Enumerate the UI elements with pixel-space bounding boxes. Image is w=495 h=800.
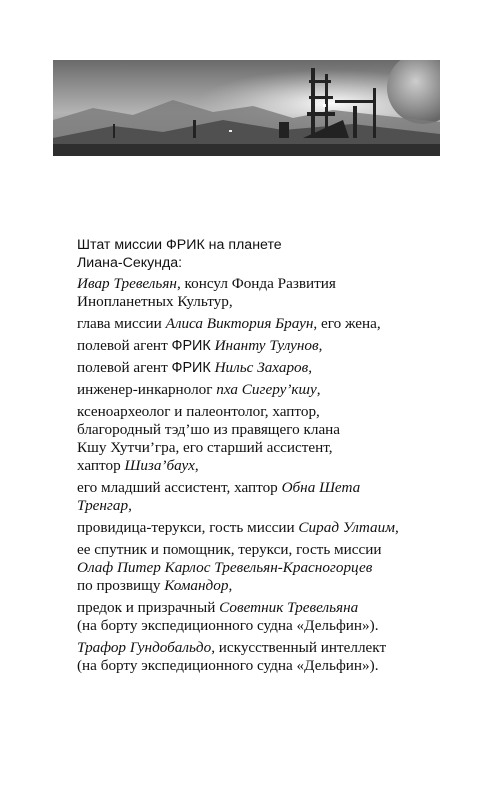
person-name: Трафор Гундобальдо	[77, 639, 212, 656]
header-illustration	[53, 60, 440, 156]
entry-text: полевой агент	[77, 337, 172, 354]
staff-entry-line	[77, 617, 437, 635]
entry-text: , его жена,	[313, 315, 381, 332]
staff-entry	[77, 381, 437, 399]
staff-entry-line	[77, 479, 437, 497]
staff-entry	[77, 275, 437, 311]
entry-text: ,	[316, 381, 321, 398]
staff-entry-line	[77, 359, 437, 377]
staff-entry-line	[77, 497, 437, 515]
person-name: Нильс Захаров	[214, 359, 309, 376]
staff-entry	[77, 479, 437, 515]
entry-text: (на борту экспедиционного судна «Дельфин»).	[77, 617, 379, 634]
entry-text: благородный тэд’шо из правящего клана	[77, 421, 341, 438]
staff-entry-line	[77, 293, 437, 311]
person-name: Олаф Питер Карлос Тревельян-Красногорцев	[77, 559, 373, 576]
entry-text: хаптор	[77, 457, 125, 474]
heading-line-2: Лиана-Секунда:	[77, 255, 183, 271]
person-name: Тренгар	[77, 497, 129, 514]
person-name: Командор	[164, 577, 229, 594]
staff-entry-line	[77, 657, 437, 675]
agency-abbreviation: ФРИК	[171, 338, 211, 354]
person-name: Алиса Виктория Браун	[165, 315, 314, 332]
entry-text: Кшу Хутчи’гра, его старший ассистент,	[77, 439, 333, 456]
staff-entry-line	[77, 559, 437, 577]
entry-text: глава миссии	[77, 315, 166, 332]
staff-entry	[77, 541, 437, 595]
entry-text: ,	[308, 359, 313, 376]
entry-text: ,	[228, 577, 233, 594]
heading-line-1: Штат миссии ФРИК на планете	[77, 237, 282, 253]
staff-entry	[77, 639, 437, 675]
staff-entry-line	[77, 403, 437, 421]
industrial-landscape-image	[53, 60, 440, 156]
staff-entry	[77, 337, 437, 355]
person-name: Инанту Тулунов	[214, 337, 319, 354]
staff-entry-line	[77, 541, 437, 559]
entry-text: , консул Фонда Развития	[176, 275, 336, 292]
staff-roster-list	[77, 275, 437, 679]
staff-entry-line	[77, 315, 437, 333]
staff-entry	[77, 599, 437, 635]
person-name: Советник Тревельяна	[219, 599, 359, 616]
staff-entry-line	[77, 457, 437, 475]
entry-text: его младший ассистент, хаптор	[77, 479, 282, 496]
entry-text: ,	[194, 457, 199, 474]
staff-entry-line	[77, 519, 437, 537]
staff-entry-line	[77, 639, 437, 657]
staff-entry	[77, 403, 437, 475]
mission-staff-heading	[77, 236, 397, 272]
staff-entry	[77, 315, 437, 333]
entry-text: полевой агент	[77, 359, 172, 376]
staff-entry	[77, 359, 437, 377]
staff-entry-line	[77, 337, 437, 355]
entry-text: ксеноархеолог и палеонтолог, хаптор,	[77, 403, 320, 420]
entry-text: провидица-терукси, гость миссии	[77, 519, 299, 536]
entry-text: ее спутник и помощник, терукси, гость миссии	[77, 541, 382, 558]
staff-entry-line	[77, 577, 437, 595]
person-name: пха Сигеру’кшу	[216, 381, 317, 398]
entry-text: ,	[128, 497, 132, 514]
entry-text: , искусственный интеллект	[211, 639, 387, 656]
entry-text: ,	[318, 337, 323, 354]
person-name: Сирад Ултаим	[298, 519, 395, 536]
staff-entry-line	[77, 381, 437, 399]
entry-text: инженер-инкарнолог	[77, 381, 217, 398]
staff-entry-line	[77, 599, 437, 617]
person-name: Обна Шета	[281, 479, 361, 496]
entry-text: предок и призрачный	[77, 599, 220, 616]
staff-entry-line	[77, 275, 437, 293]
entry-text: по прозвищу	[77, 577, 165, 594]
person-name: Шиза’баух	[124, 457, 195, 474]
staff-entry	[77, 519, 437, 537]
person-name: Ивар Тревельян	[77, 275, 177, 292]
entry-text: Инопланетных Культур,	[77, 293, 233, 310]
agency-abbreviation: ФРИК	[171, 360, 211, 376]
staff-entry-line	[77, 421, 437, 439]
entry-text: ,	[394, 519, 399, 536]
entry-text: (на борту экспедиционного судна «Дельфин»).	[77, 657, 379, 674]
staff-entry-line	[77, 439, 437, 457]
